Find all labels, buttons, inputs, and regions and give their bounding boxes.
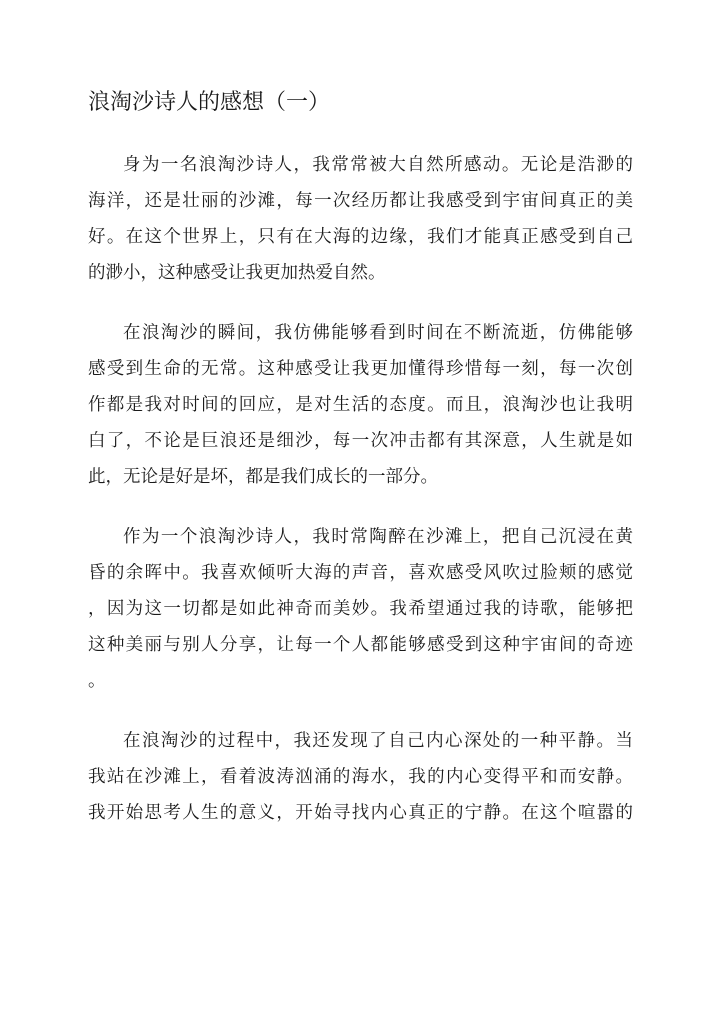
text-line: 海洋，还是壮丽的沙滩，每一次经历都让我感受到宇宙间真正的美: [88, 191, 633, 211]
paragraph-1: [88, 147, 633, 291]
text-line: 好。在这个世界上，只有在大海的边缘，我们才能真正感受到自己: [88, 227, 633, 247]
text-line: 的渺小，这种感受让我更加热爱自然。: [88, 263, 386, 283]
text-line: 我开始思考人生的意义，开始寻找内心真正的宁静。在这个喧嚣的: [88, 803, 633, 823]
text-line: 在浪淘沙的瞬间，我仿佛能够看到时间在不断流逝，仿佛能够: [123, 323, 633, 343]
paragraph-3: [88, 519, 633, 699]
text-line: ，因为这一切都是如此神奇而美妙。我希望通过我的诗歌，能够把: [88, 599, 633, 619]
text-line: 身为一名浪淘沙诗人，我常常被大自然所感动。无论是浩渺的: [123, 155, 633, 175]
text-line: 在浪淘沙的过程中，我还发现了自己内心深处的一种平静。当: [123, 731, 633, 751]
text-line: 白了，不论是巨浪还是细沙，每一次冲击都有其深意，人生就是如: [88, 431, 633, 451]
paragraph-2: [88, 315, 633, 495]
document-title: 浪淘沙诗人的感想（一）: [88, 90, 331, 115]
document-body: [88, 147, 633, 855]
text-line: 作都是我对时间的回应，是对生活的态度。而且，浪淘沙也让我明: [88, 395, 633, 415]
text-line: 我站在沙滩上，看着波涛汹涌的海水，我的内心变得平和而安静。: [88, 767, 633, 787]
text-line: 这种美丽与别人分享，让每一个人都能够感受到这种宇宙间的奇迹: [88, 635, 633, 655]
text-line: 。: [88, 671, 106, 691]
paragraph-4: [88, 723, 633, 831]
text-line: 昏的余晖中。我喜欢倾听大海的声音，喜欢感受风吹过脸颊的感觉: [88, 563, 633, 583]
text-line: 此，无论是好是坏，都是我们成长的一部分。: [88, 467, 438, 487]
text-line: 作为一个浪淘沙诗人，我时常陶醉在沙滩上，把自己沉浸在黄: [123, 527, 633, 547]
text-line: 感受到生命的无常。这种感受让我更加懂得珍惜每一刻，每一次创: [88, 359, 633, 379]
